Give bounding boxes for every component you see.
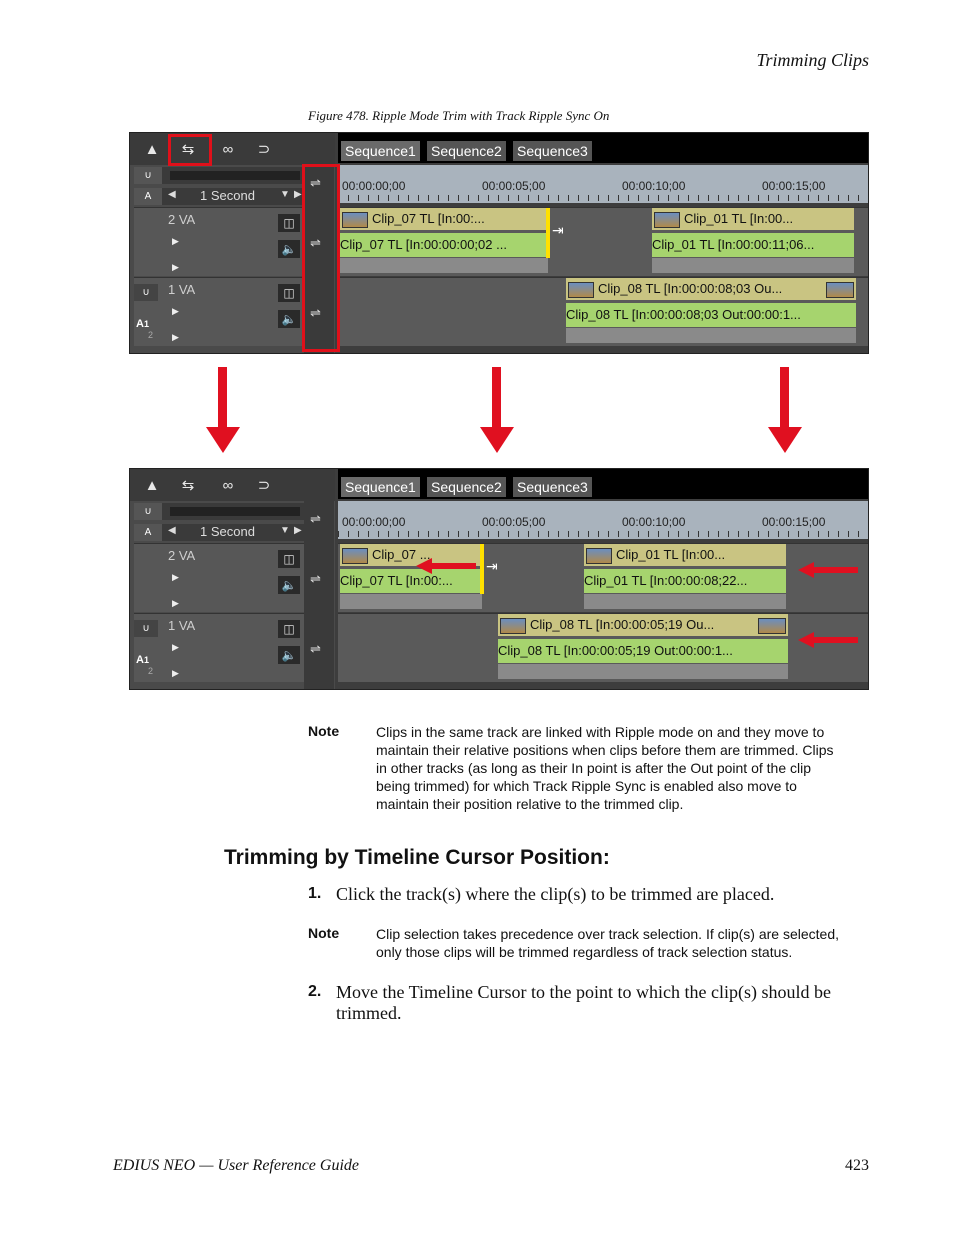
set-in-out-icon[interactable]: ▲ [144, 141, 160, 158]
time-ruler[interactable] [338, 501, 868, 539]
expand-icon[interactable]: ▶ [172, 306, 179, 316]
video-control-row [134, 503, 332, 520]
clip-07[interactable] [340, 544, 482, 612]
audio-channel-2: 2 [148, 666, 154, 676]
step-text: Move the Timeline Cursor to the point to which the clip(s) should be trimmed. [336, 982, 831, 1023]
ruler-label: 00:00:05;00 [482, 179, 546, 193]
trim-point-marker [480, 544, 484, 594]
tab-sequence1[interactable]: Sequence1 [341, 141, 420, 161]
clip-label: Clip_08 TL [In:00:00:08;03 Ou... [598, 281, 783, 296]
running-header: Trimming Clips [756, 50, 869, 70]
clip-thumbnail [826, 282, 854, 298]
speaker-icon[interactable]: 🔈 [278, 576, 300, 594]
audio-lock-button[interactable]: A [134, 188, 162, 205]
ripple-sync-icon[interactable]: ⇌ [310, 571, 321, 586]
clip-audio: Clip_07 TL [In:00:... [340, 569, 482, 593]
note-label: Note [308, 723, 340, 739]
expand-icon[interactable]: ▶ [172, 598, 179, 608]
track-name: 1 VA [168, 282, 196, 297]
ripple-mode-icon[interactable]: ⇆ [181, 477, 195, 494]
video-track-icon[interactable]: ◫ [278, 550, 300, 568]
track-panel [130, 469, 335, 689]
step-text: Click the track(s) where the clip(s) to be trimmed are placed. [336, 884, 775, 904]
clip-thumbnail [586, 548, 612, 564]
clip-01[interactable] [652, 208, 854, 276]
lock-icon[interactable]: ∪ [134, 503, 162, 520]
clip-label: Clip_01 TL [In:00... [616, 547, 726, 562]
snap-icon[interactable]: ⊃ [257, 477, 271, 494]
expand-icon[interactable]: ▶ [172, 262, 179, 272]
zoom-slider[interactable] [170, 171, 300, 180]
audio-channel-label [136, 654, 149, 666]
clip-label: Clip_07 TL [In:00:... [372, 211, 485, 226]
section-heading: Trimming by Timeline Cursor Position: [224, 846, 610, 869]
expand-icon[interactable]: ▶ [172, 236, 179, 246]
ruler-label: 00:00:10;00 [622, 515, 686, 529]
scale-dropdown-icon[interactable]: ▼ [280, 189, 290, 200]
clip-video [652, 208, 854, 230]
scale-row [134, 524, 332, 541]
track-name: 2 VA [168, 548, 196, 563]
trim-cursor-icon: ⇥ [552, 222, 564, 238]
clip-07[interactable] [340, 208, 548, 276]
clip-audio: Clip_01 TL [In:00:00:08;22... [584, 569, 786, 593]
note-text: Clip selection takes precedence over track selection. If clip(s) are selected, only those clips will be trimmed regardless of track selection status. [376, 926, 839, 960]
footer-title: EDIUS NEO — User Reference Guide [113, 1157, 360, 1174]
ripple-shift-arrow [798, 632, 858, 648]
track-header-1va[interactable] [134, 613, 332, 682]
timeline-screenshot-before [129, 132, 869, 354]
down-arrow [768, 367, 802, 455]
tab-sequence3[interactable]: Sequence3 [513, 141, 592, 161]
track-name: 2 VA [168, 212, 196, 227]
audio-channel-1: 1 [143, 655, 149, 665]
clip-08[interactable] [498, 614, 788, 682]
step-number: 1. [308, 885, 322, 902]
clip-bar [652, 258, 854, 273]
scale-dropdown-icon[interactable]: ▼ [280, 525, 290, 536]
scale-left-icon[interactable]: ◀ [168, 525, 176, 536]
audio-channel-letter: A [136, 318, 144, 330]
ruler-label: 00:00:15;00 [762, 515, 826, 529]
clip-08[interactable] [566, 278, 856, 346]
ripple-sync-icon[interactable]: ⇌ [310, 641, 321, 656]
ripple-sync-icon[interactable]: ⇌ [310, 175, 321, 190]
lane-2va[interactable] [338, 543, 868, 612]
clip-audio: Clip_08 TL [In:00:00:05;19 Out:00:00:1... [498, 639, 788, 663]
clip-01[interactable] [584, 544, 786, 612]
ruler-ticks [338, 531, 868, 537]
ruler-label: 00:00:00;00 [342, 515, 406, 529]
expand-icon[interactable]: ▶ [172, 572, 179, 582]
step-number: 2. [308, 983, 322, 1000]
clip-thumbnail [568, 282, 594, 298]
clip-label: Clip_08 TL [In:00:00:05;19 Ou... [530, 617, 715, 632]
sync-lock-icon[interactable]: ∞ [222, 141, 234, 158]
clip-bar [340, 258, 548, 273]
trim-cursor-icon: ⇥ [486, 558, 498, 574]
clip-video [340, 208, 548, 230]
clip-thumbnail [758, 618, 786, 634]
audio-channel-1: 1 [143, 319, 149, 329]
scale-left-icon[interactable]: ◀ [168, 189, 176, 200]
sequence-tabs [338, 469, 868, 499]
set-in-out-icon[interactable]: ▲ [144, 477, 160, 494]
audio-channel-2: 2 [148, 330, 154, 340]
scale-label: 1 Second [200, 524, 255, 539]
track-patch-icon[interactable]: ∪ [134, 284, 158, 301]
audio-lock-button[interactable]: A [134, 524, 162, 541]
sync-lock-icon[interactable]: ∞ [222, 477, 234, 494]
ruler-label: 00:00:15;00 [762, 179, 826, 193]
clip-thumbnail [342, 548, 368, 564]
down-arrow [480, 367, 514, 455]
track-header-2va[interactable] [134, 543, 332, 612]
clip-audio: Clip_07 TL [In:00:00:00;02 ... [340, 233, 548, 257]
clip-audio: Clip_01 TL [In:00:00:11;06... [652, 233, 854, 257]
expand-icon[interactable]: ▶ [172, 642, 179, 652]
ruler-ticks [338, 195, 868, 201]
clip-video [498, 614, 788, 636]
zoom-slider[interactable] [170, 507, 300, 516]
ripple-mode-icon[interactable]: ⇆ [181, 141, 195, 158]
ripple-sync-icon[interactable]: ⇌ [310, 305, 321, 320]
track-patch-icon[interactable]: ∪ [134, 620, 158, 637]
lane-1va[interactable] [338, 277, 868, 346]
tab-sequence1[interactable]: Sequence1 [341, 477, 420, 497]
speaker-icon[interactable]: 🔈 [278, 646, 300, 664]
clip-bar [566, 328, 856, 343]
trim-direction-arrow [416, 558, 476, 574]
track-ripple-sync-column [304, 469, 334, 689]
video-track-icon[interactable]: ◫ [278, 620, 300, 638]
lock-icon[interactable]: ∪ [134, 167, 162, 184]
note-text: Clips in the same track are linked with Ripple mode on and they move to maintain their relative positions when clips before them are trimmed. Clips in other tracks (as long as their In point is after the Out point of the clip being trimmed) for which Track Ripple Sync is enabled also move to maintain their position relative to the trimmed clip. [376, 724, 834, 812]
scale-label: 1 Second [200, 188, 255, 203]
ripple-sync-icon[interactable]: ⇌ [310, 235, 321, 250]
tab-sequence2[interactable]: Sequence2 [427, 477, 506, 497]
tab-sequence2[interactable]: Sequence2 [427, 141, 506, 161]
tab-sequence3[interactable]: Sequence3 [513, 477, 592, 497]
clip-video [566, 278, 856, 300]
video-track-icon[interactable]: ◫ [278, 284, 300, 302]
lane-1va[interactable] [338, 613, 868, 682]
ripple-shift-arrow [798, 562, 858, 578]
clip-bar [498, 664, 788, 679]
clip-thumbnail [654, 212, 680, 228]
clip-bar [340, 594, 482, 609]
page-number: 423 [845, 1157, 869, 1174]
clip-thumbnail [500, 618, 526, 634]
speaker-icon[interactable]: 🔈 [278, 310, 300, 328]
clip-bar [584, 594, 786, 609]
highlight-ripple-button [168, 134, 212, 166]
ripple-sync-icon[interactable]: ⇌ [310, 511, 321, 526]
note-label: Note [308, 925, 340, 941]
video-track-icon[interactable]: ◫ [278, 214, 300, 232]
ruler-label: 00:00:05;00 [482, 515, 546, 529]
figure-caption: Figure 478. Ripple Mode Trim with Track Ripple Sync On [308, 108, 610, 123]
lane-2va[interactable] [338, 207, 868, 276]
speaker-icon[interactable]: 🔈 [278, 240, 300, 258]
scale-right-icon[interactable]: ▶ [294, 189, 302, 200]
ruler-label: 00:00:10;00 [622, 179, 686, 193]
clip-audio: Clip_08 TL [In:00:00:08;03 Out:00:00:1... [566, 303, 856, 327]
down-arrow [206, 367, 240, 455]
sequence-tabs [338, 133, 868, 163]
clip-thumbnail [342, 212, 368, 228]
snap-icon[interactable]: ⊃ [257, 141, 271, 158]
trim-point-marker [546, 208, 550, 258]
clip-video [584, 544, 786, 566]
clip-label: Clip_01 TL [In:00... [684, 211, 794, 226]
highlight-sync-column [302, 164, 340, 352]
ruler-label: 00:00:00;00 [342, 179, 406, 193]
audio-channel-letter: A [136, 654, 144, 666]
timeline-screenshot-after [129, 468, 869, 690]
clip-label: Clip_07 ... [372, 547, 431, 562]
expand-icon[interactable]: ▶ [172, 668, 179, 678]
expand-icon[interactable]: ▶ [172, 332, 179, 342]
time-ruler[interactable] [338, 165, 868, 203]
track-name: 1 VA [168, 618, 196, 633]
audio-channel-label [136, 318, 149, 330]
scale-right-icon[interactable]: ▶ [294, 525, 302, 536]
